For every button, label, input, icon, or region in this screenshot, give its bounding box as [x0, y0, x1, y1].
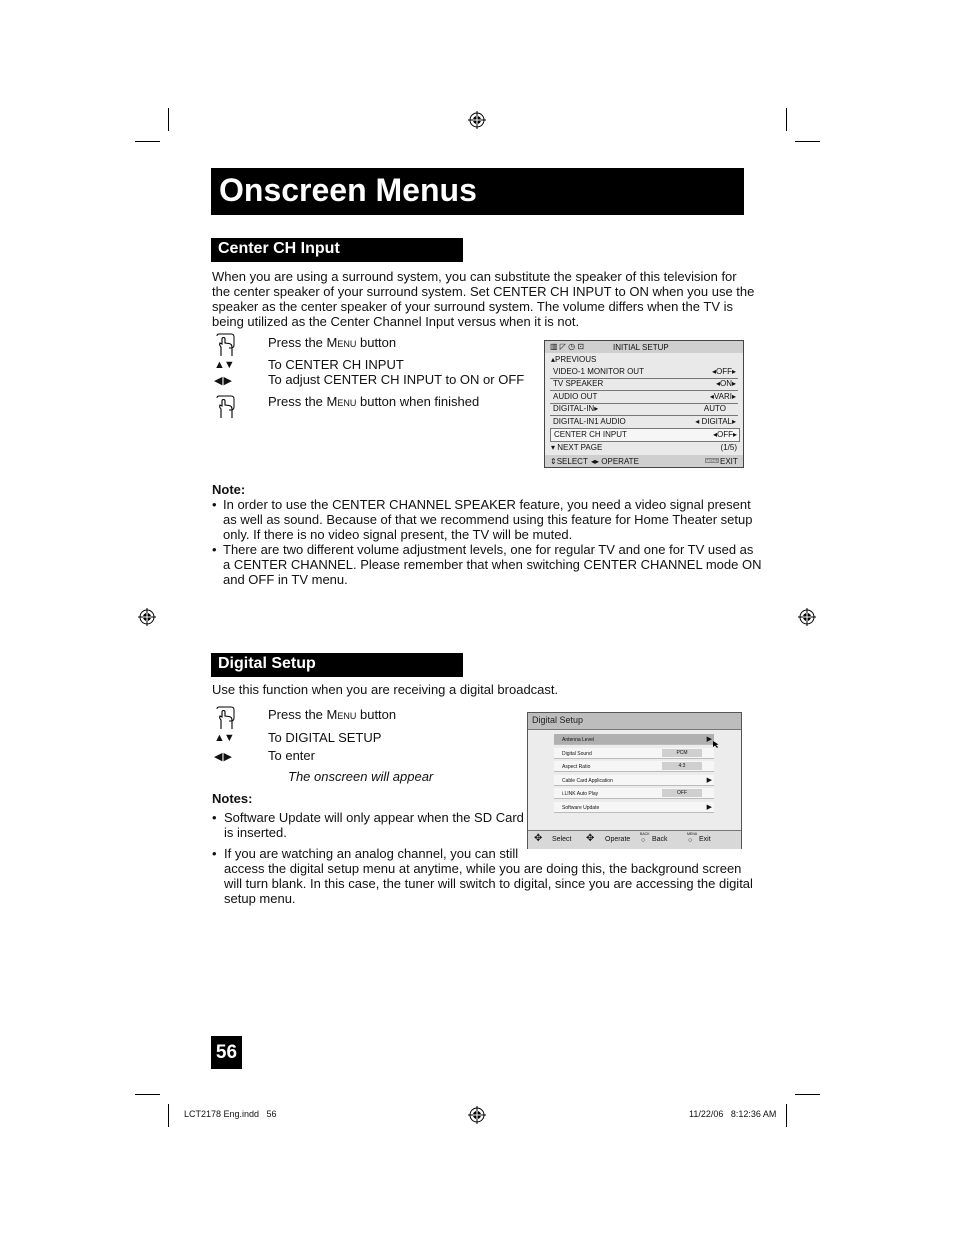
menu-previous[interactable]	[551, 355, 596, 364]
step-select: To DIGITAL SETUP	[268, 730, 382, 745]
step-text: button when finished	[356, 394, 480, 409]
row-label-text: DIGITAL-IN	[553, 404, 595, 413]
menu-button-icon: ○	[688, 837, 693, 844]
note-line: is inserted.	[224, 825, 287, 840]
up-down-arrow-icon: ▲▼	[214, 359, 234, 371]
back-button-caption: BACK	[640, 832, 650, 836]
menu-row[interactable]	[550, 378, 738, 391]
note-sd-card	[224, 810, 524, 840]
back-button-icon: ○	[641, 837, 646, 844]
menu-button-caption: MENU	[687, 832, 698, 836]
row-label: DIGITAL-IN1 AUDIO	[553, 417, 626, 426]
row-value-text: VARI	[713, 392, 732, 401]
note-line: access the digital setup menu at anytime, while you are doing this, the background screen	[224, 861, 742, 876]
crop-mark	[786, 108, 787, 131]
step-enter: To enter	[268, 748, 315, 763]
step-text: button	[356, 335, 397, 350]
digital-menu-title: Digital Setup	[532, 715, 584, 725]
note-line: as well as sound. Because of that we recommend using this feature for Home Theater setup	[223, 512, 753, 527]
row-label: VIDEO-1 MONITOR OUT	[553, 367, 644, 376]
intro-line: speaker as the center speaker of your surround system. The volume differs when the TV is	[212, 299, 733, 314]
right-arrow-icon: ▶	[706, 777, 712, 784]
crop-mark	[786, 1104, 787, 1127]
row-label: i.LINK Auto Play	[562, 791, 599, 797]
footer-operate: ◂▸ OPERATE	[591, 457, 639, 466]
row-value: ◂ DIGITAL▸	[695, 417, 736, 426]
step-text: Press the	[268, 394, 327, 409]
step-text: Press the	[268, 707, 327, 722]
menu-row-selected[interactable]	[550, 428, 740, 442]
menu-footer	[545, 455, 743, 467]
hand-press-icon	[213, 332, 237, 358]
crop-mark	[168, 1104, 169, 1127]
page-title-bar	[211, 168, 744, 215]
menu-tab-icons: ▥ ◸ ◷ ⊡	[550, 342, 585, 351]
digital-menu-row[interactable]	[554, 775, 714, 786]
crop-mark	[795, 1094, 820, 1095]
step-adjust: To adjust CENTER CH INPUT to ON or OFF	[268, 372, 525, 387]
section-heading-digital-setup	[211, 653, 463, 677]
menu-key-label: Menu	[326, 394, 357, 409]
digital-menu-row[interactable]	[554, 748, 714, 759]
digital-menu-row[interactable]	[554, 788, 714, 799]
row-value-text: DIGITAL	[701, 417, 732, 426]
page-title: Onscreen Menus	[219, 172, 477, 208]
note-line: a CENTER CHANNEL. Please remember that when switching CENTER CHANNEL mode ON	[223, 557, 762, 572]
footer-file-info: LCT2178 Eng.indd 56	[184, 1109, 277, 1119]
dpad-icon: ✥	[534, 833, 543, 844]
footer-exit-label: Exit	[699, 836, 711, 843]
row-label: Cable Card Application	[562, 778, 613, 784]
hand-press-icon	[213, 705, 237, 731]
note-line: setup menu.	[224, 891, 296, 906]
intro-line: the center speaker of your surround system. Set CENTER CH INPUT to ON when you use the	[212, 284, 755, 299]
previous-label: PREVIOUS	[555, 355, 597, 364]
appear-text: The onscreen will appear	[288, 769, 434, 784]
right-arrow-icon: ▶	[706, 804, 712, 811]
notes-label: Notes:	[212, 791, 253, 806]
row-value: ◂VARI▸	[709, 392, 736, 401]
section-heading-label: Center CH Input	[218, 240, 340, 257]
digital-menu-footer	[528, 830, 741, 849]
note-bullet: •	[212, 810, 217, 825]
row-label: Digital Sound	[562, 751, 592, 757]
down-arrow-icon: ▾	[551, 443, 556, 452]
dpad-icon: ✥	[586, 833, 595, 844]
footer-operate-label: Operate	[605, 836, 631, 843]
digital-setup-menu	[527, 712, 742, 849]
row-value-text: OFF	[716, 430, 733, 439]
step-text: button	[356, 707, 397, 722]
menu-next-page[interactable]	[551, 443, 602, 452]
row-value-text: ON	[719, 379, 732, 388]
digital-setup-intro: Use this function when you are receiving a digital broadcast.	[212, 682, 559, 697]
digital-menu-row-selected[interactable]	[554, 734, 714, 745]
menu-row[interactable]	[550, 403, 738, 416]
registration-mark-icon	[468, 1106, 486, 1124]
row-value: AUTO	[703, 404, 726, 413]
row-label: Antenna Level	[562, 737, 594, 743]
row-value: 4:3	[662, 762, 702, 770]
footer-select: ⇕SELECT	[550, 457, 588, 466]
step-press-menu	[268, 707, 396, 722]
registration-mark-icon	[468, 111, 486, 129]
footer-back-label: Back	[652, 836, 668, 843]
crop-mark	[168, 108, 169, 131]
crop-mark	[135, 1094, 160, 1095]
cursor-icon	[712, 740, 720, 749]
row-label: Software Update	[562, 805, 600, 811]
page-indicator: (1/5)	[720, 443, 737, 452]
section-heading-label: Digital Setup	[218, 655, 316, 672]
row-value: PCM	[662, 749, 702, 757]
note-bullet: •	[212, 542, 217, 557]
digital-menu-row[interactable]	[554, 761, 714, 772]
footer-select-label: SELECT	[556, 457, 588, 466]
right-arrow-icon: ▶	[706, 736, 712, 743]
menu-header-label: INITIAL SETUP	[613, 343, 669, 352]
footer-timestamp: 11/22/06 8:12:36 AM	[689, 1109, 777, 1119]
note-bullet: •	[212, 497, 217, 512]
note-line: only. If there is no video signal present, the TV will be muted.	[223, 527, 573, 542]
note-line: In order to use the CENTER CHANNEL SPEAKER feature, you need a video signal present	[223, 497, 751, 512]
intro-line: being utilized as the Center Channel Input versus when it is not.	[212, 314, 580, 329]
menu-header	[545, 341, 743, 353]
row-value: ◂OFF▸	[711, 367, 736, 376]
step-select: To CENTER CH INPUT	[268, 357, 404, 372]
crop-mark	[795, 141, 820, 142]
step-text: Press the	[268, 335, 327, 350]
row-label: CENTER CH INPUT	[554, 430, 627, 439]
footer-operate-label: OPERATE	[601, 457, 639, 466]
up-down-arrow-icon: ▲▼	[214, 732, 234, 744]
note-1	[223, 497, 752, 542]
hand-press-icon	[213, 394, 237, 420]
menu-key-label: Menu	[326, 335, 357, 350]
digital-menu-header	[528, 713, 741, 730]
page-number: 56	[211, 1036, 242, 1069]
section-heading-center-ch	[211, 238, 463, 262]
intro-line: When you are using a surround system, you can substitute the speaker of this television for	[212, 269, 737, 284]
row-label: AUDIO OUT	[553, 392, 598, 401]
footer-exit-label: EXIT	[720, 457, 738, 466]
row-label: TV SPEAKER	[553, 379, 604, 388]
crop-mark	[135, 141, 160, 142]
row-value: ◂OFF▸	[712, 430, 737, 439]
note-label: Note:	[212, 482, 246, 497]
row-value: OFF	[662, 789, 702, 797]
row-value-text: OFF	[715, 367, 732, 376]
note-2	[223, 542, 761, 587]
center-ch-intro	[212, 269, 754, 329]
step-press-menu	[268, 335, 396, 350]
note-analog	[224, 846, 753, 906]
next-page-label: NEXT PAGE	[557, 443, 603, 452]
menu-key-label: Menu	[326, 707, 357, 722]
menu-button-icon: MENU	[706, 458, 718, 463]
up-arrow-icon: ▴	[551, 355, 556, 364]
note-line: There are two different volume adjustment levels, one for regular TV and one for TV used as	[223, 542, 754, 557]
initial-setup-menu	[544, 340, 744, 468]
row-label: Aspect Ratio	[562, 764, 591, 770]
step-press-menu-finish	[268, 394, 479, 409]
footer-select-label: Select	[552, 836, 572, 843]
left-right-arrow-icon: ◀ ▶	[214, 375, 231, 387]
note-line: If you are watching an analog channel, you can still	[224, 846, 519, 861]
registration-mark-icon	[138, 608, 156, 626]
note-line: will turn blank. In this case, the tuner will switch to digital, since you are accessing the digital	[224, 876, 753, 891]
left-right-arrow-icon: ◀ ▶	[214, 751, 231, 763]
row-value: ◂ON▸	[715, 379, 736, 388]
registration-mark-icon	[798, 608, 816, 626]
note-line: Software Update will only appear when the SD Card	[224, 810, 524, 825]
note-line: and OFF in TV menu.	[223, 572, 348, 587]
row-label: DIGITAL-IN▸	[553, 404, 599, 413]
digital-menu-row[interactable]	[554, 802, 714, 813]
note-bullet: •	[212, 846, 217, 861]
